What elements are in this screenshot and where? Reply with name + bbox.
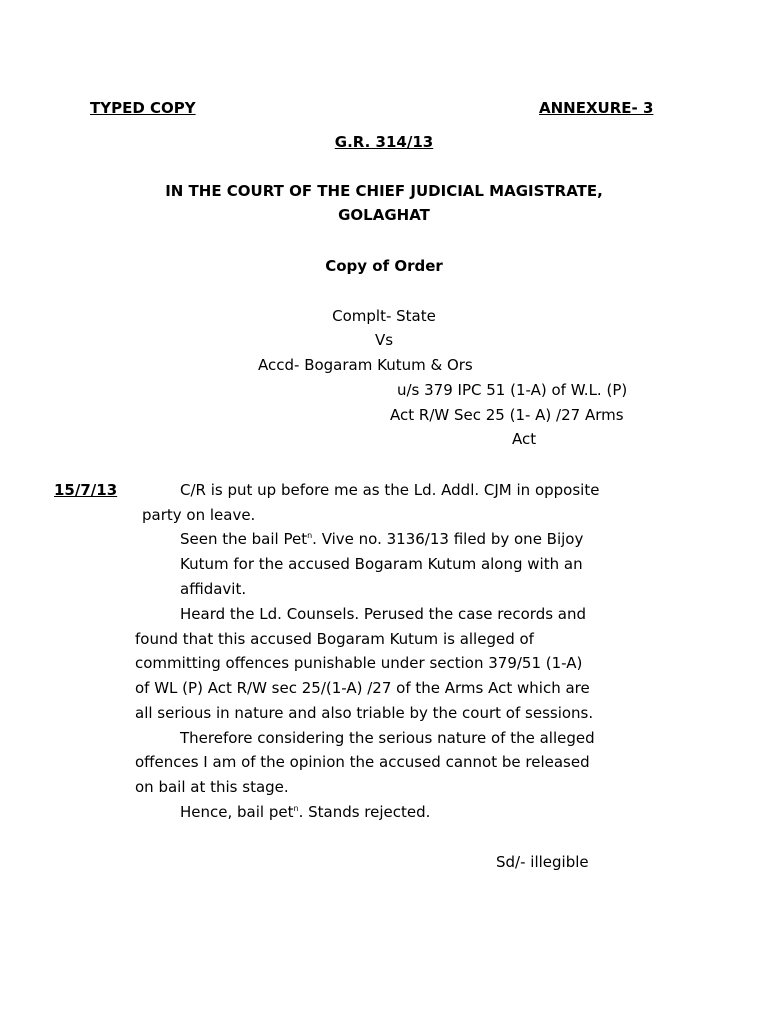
- order-line: C/R is put up before me as the Ld. Addl. CJM in opposite: [180, 481, 600, 499]
- annexure-label: ANNEXURE- 3: [539, 99, 654, 117]
- order-subtitle: Copy of Order: [325, 257, 443, 275]
- court-heading-line2: GOLAGHAT: [338, 206, 430, 224]
- order-line: on bail at this stage.: [135, 778, 289, 796]
- order-line: Heard the Ld. Counsels. Perused the case records and: [180, 605, 587, 623]
- complainant: Complt- State: [332, 307, 436, 325]
- signature: Sd/- illegible: [496, 853, 589, 871]
- order-line: of WL (P) Act R/W sec 25/(1-A) /27 of the Arms Act which are: [135, 679, 590, 697]
- section-line-1: u/s 379 IPC 51 (1-A) of W.L. (P): [397, 381, 628, 399]
- order-line: found that this accused Bogaram Kutum is alleged of: [135, 630, 534, 648]
- order-line: Kutum for the accused Bogaram Kutum along with an: [180, 555, 583, 573]
- case-number: G.R. 314/13: [334, 133, 434, 151]
- order-line: Hence, bail pet$^n$. Stands rejected.: [180, 803, 431, 821]
- versus: Vs: [374, 331, 394, 349]
- accused: Accd- Bogaram Kutum & Ors: [258, 356, 473, 374]
- order-line: committing offences punishable under section 379/51 (1-A): [135, 654, 583, 672]
- section-line-2: Act R/W Sec 25 (1- A) /27 Arms: [390, 406, 624, 424]
- order-date: 15/7/13: [54, 481, 118, 499]
- order-line: all serious in nature and also triable by the court of sessions.: [135, 704, 594, 722]
- order-line: Therefore considering the serious nature of the alleged: [180, 729, 595, 747]
- order-line: Seen the bail Pet$^n$. Vive no. 3136/13 filed by one Bijoy: [180, 530, 584, 548]
- order-line: affidavit.: [180, 580, 247, 598]
- court-heading-line1: IN THE COURT OF THE CHIEF JUDICIAL MAGISTRATE,: [165, 182, 603, 200]
- order-line: offences I am of the opinion the accused cannot be released: [135, 753, 590, 771]
- typed-copy-label: TYPED COPY: [90, 99, 196, 117]
- section-line-3: Act: [512, 430, 537, 448]
- order-line: party on leave.: [142, 506, 256, 524]
